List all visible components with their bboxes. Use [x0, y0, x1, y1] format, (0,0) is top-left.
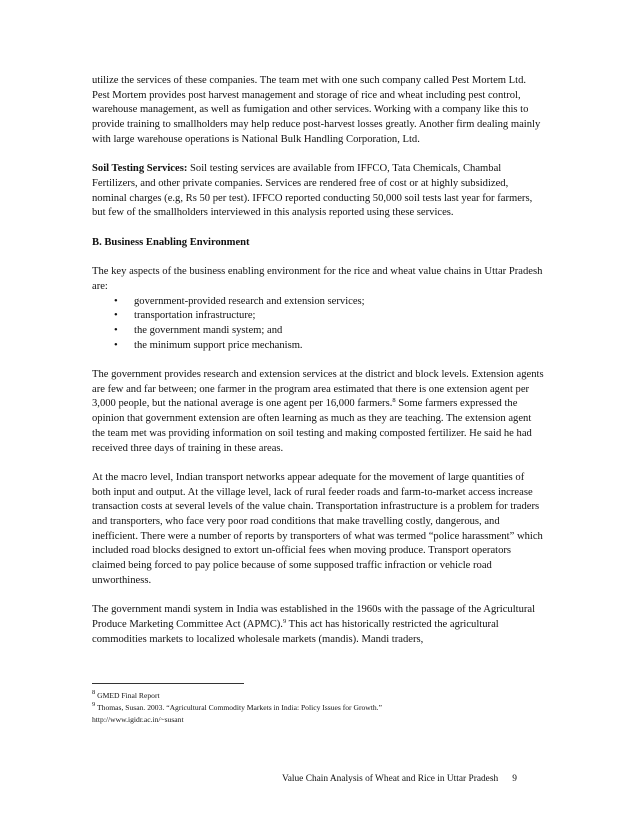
footnote-text: Thomas, Susan. 2003. “Agricultural Commodity Markets in India: Policy Issues for Growth.”	[95, 703, 382, 712]
paragraph-key-aspects	[92, 265, 544, 294]
footnote-link[interactable]: http://www.igidr.ac.in/~susant	[92, 715, 184, 724]
paragraph-text: The key aspects of the business enabling environment for the rice and wheat value chains in Uttar Pradesh are:	[92, 266, 543, 292]
section-heading: B. Business Enabling Environment	[92, 236, 250, 248]
footnote-url	[92, 714, 552, 726]
list-item	[92, 295, 544, 310]
footer-title: Value Chain Analysis of Wheat and Rice in Uttar Pradesh	[282, 774, 499, 784]
footnotes	[92, 690, 552, 726]
footnote-ref-9[interactable]: 9	[282, 617, 287, 625]
paragraph-text: This act has historically restricted the agricultural commodities markets to localized wholesale markets (mandis). Mandi traders,	[92, 618, 499, 645]
paragraph-extension-services	[92, 368, 544, 456]
paragraph-text: Soil testing services are available from IFFCO, Tata Chemicals, Chambal Fertilizers, and other private companies. Services are rendered free of cost or at highly subsidized, nominal charges (e.g, Rs 50 per test). IFFCO reported conducting 50,000 soil tests last year for farmers, but few of the smallholders interviewed in this analysis reported using these services.	[92, 163, 533, 219]
page-number: 9	[512, 774, 517, 784]
list-item-text: the minimum support price mechanism.	[134, 339, 303, 351]
bullet-icon: •	[114, 295, 118, 307]
paragraph-text: The government mandi system in India was established in the 1960s with the passage of the Agricultural Produce Marketing Committee Act (APMC).	[92, 604, 536, 630]
footnote-number: 8	[92, 689, 96, 696]
bullet-icon: •	[114, 339, 118, 351]
paragraph-post-harvest-services	[92, 74, 544, 148]
footnote-number: 9	[92, 701, 96, 708]
paragraph-text: Some farmers expressed the opinion that government extension are often learning as much as they are teaching. The extension agent the team met was providing information on soil testing and making composted fertilizer. He said he had received three days of training in these areas.	[92, 398, 532, 454]
paragraph-text: At the macro level, Indian transport networks appear adequate for the movement of large quantities of both input and output. At the village level, lack of rural feeder roads and farm-to-market access increase transaction costs at several levels of the value chain. Transportation infrastructure is a problem for traders and transporters, who face very poor road conditions that make travelling costly, dangerous, and inefficient. There were a number of reports by transporters of what was termed “police harassment” which included road blocks designed to extort un-official fees when moving produce. Transport operators claimed being forced to pay police because of some supposed traffic infraction or vehicle road unworthiness.	[92, 471, 543, 586]
list-item-text: transportation infrastructure;	[134, 310, 256, 322]
list-item	[92, 339, 544, 354]
paragraph-text: utilize the services of these companies. The team met with one such company called Pest Mortem Ltd. Pest Mortem provides post harvest management and storage of rice and wheat including pest control, warehouse management, as well as fumigation and other services. Working with a company like this to provide training to smallholders may help reduce post-harvest losses greatly. Another firm dealing mainly with large warehouse operations is National Bulk Handling Corporation, Ltd.	[92, 75, 541, 145]
page-footer	[282, 774, 544, 784]
bullet-icon: •	[114, 310, 118, 322]
list-item	[92, 324, 544, 339]
footnote-text: GMED Final Report	[95, 691, 160, 700]
footnote-8	[92, 690, 552, 702]
bullet-list	[92, 295, 544, 354]
list-item-text: government-provided research and extension services;	[134, 295, 365, 307]
footnote-divider	[92, 683, 244, 684]
paragraph-soil-testing	[92, 162, 544, 221]
paragraph-transport	[92, 471, 544, 589]
footnote-9	[92, 702, 552, 714]
list-item	[92, 309, 544, 324]
body-text	[92, 74, 544, 662]
paragraph-mandi-system	[92, 603, 544, 647]
spacer	[92, 353, 544, 368]
list-item-text: the government mandi system; and	[134, 324, 283, 336]
paragraph-lead-soil-testing: Soil Testing Services:	[92, 163, 188, 175]
paragraph-text: The government provides research and extension services at the district and block levels. Extension agents are few and far between; one farmer in the program area estimated that there is one extension agent per 3,000 people, but the national average is one agent per 16,000 farmers.	[92, 369, 544, 410]
footnote-ref-8[interactable]: 8	[392, 397, 396, 405]
bullet-icon: •	[114, 324, 118, 336]
